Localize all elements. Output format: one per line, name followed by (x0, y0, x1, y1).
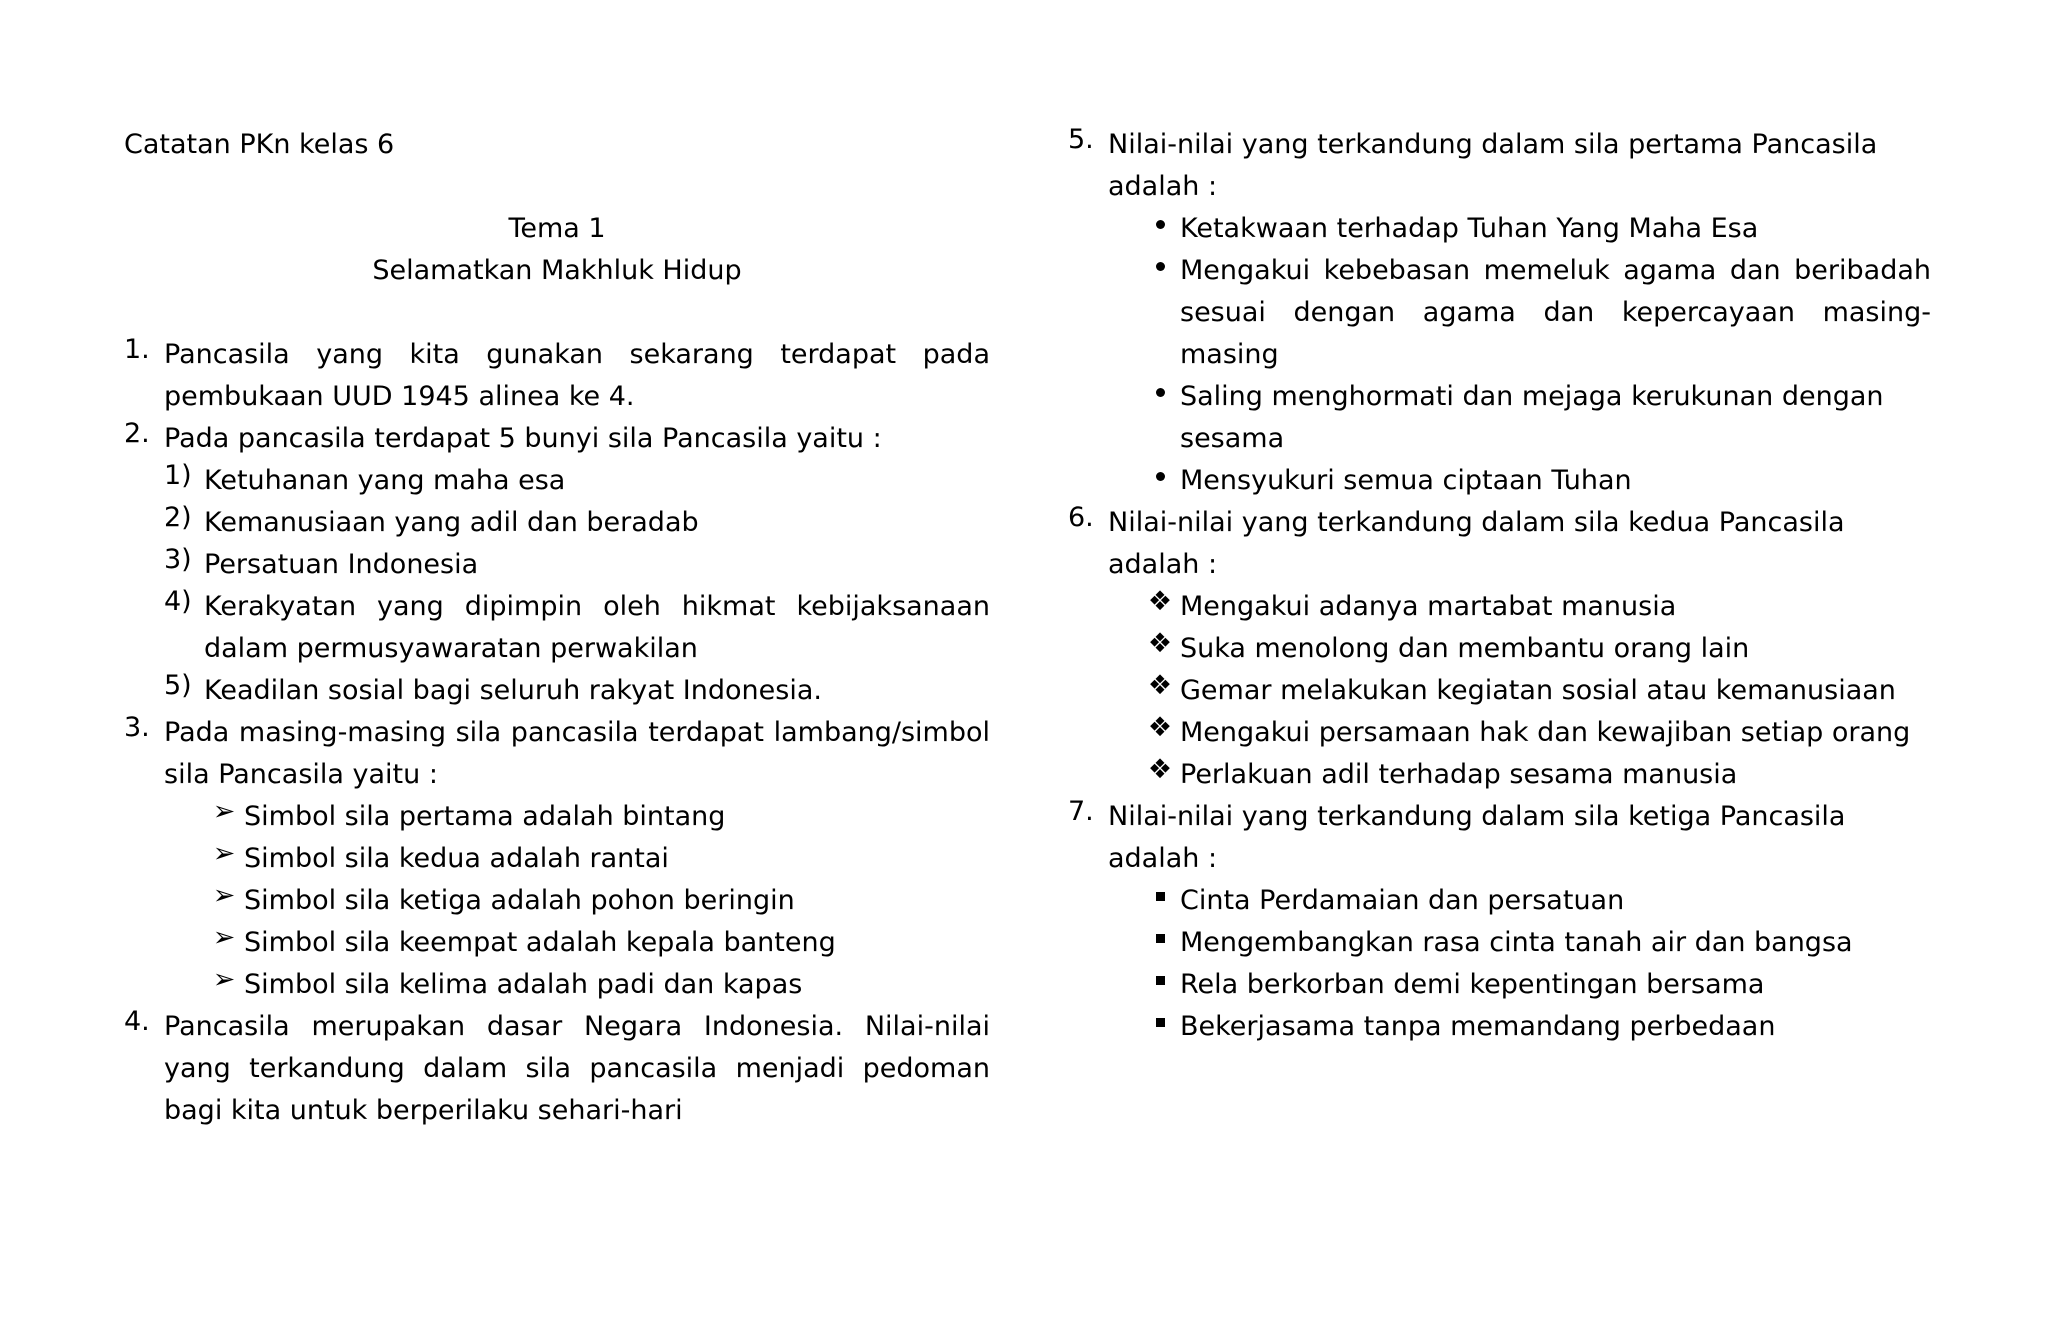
value-bullet-6-2 (1140, 628, 1931, 670)
dot-bullet-icon (1140, 250, 1180, 376)
bullet-text: Ketakwaan terhadap Tuhan Yang Maha Esa (1180, 213, 1759, 244)
square-bullet-icon (1140, 880, 1180, 922)
theme-title: Tema 1 (508, 213, 606, 244)
item-number: 5. (1068, 124, 1094, 155)
bullet-text: Saling menghormati dan mejaga kerukunan dengan sesama (1180, 381, 1884, 454)
item-text: Nilai-nilai yang terkandung dalam sila kedua Pancasila adalah : (1108, 507, 1845, 580)
bullet-text: Simbol sila kedua adalah rantai (244, 843, 669, 874)
list-item-5 (1068, 124, 1931, 208)
square-bullet-icon (1140, 1006, 1180, 1048)
list-item-1 (124, 334, 990, 418)
bullet-text: Perlakuan adil terhadap sesama manusia (1180, 759, 1738, 790)
symbol-bullet-1 (204, 796, 990, 838)
item-text: Pada pancasila terdapat 5 bunyi sila Pancasila yaitu : (164, 423, 882, 454)
sila-item-5 (164, 670, 990, 712)
arrow-bullet-icon: ➢ (212, 964, 236, 995)
value-bullet-6-3 (1140, 670, 1931, 712)
bullet-text: Cinta Perdamaian dan persatuan (1180, 885, 1625, 916)
value-bullet-6-4 (1140, 712, 1931, 754)
bullet-text: Simbol sila kelima adalah padi dan kapas (244, 969, 803, 1000)
list-item-4 (124, 1006, 990, 1132)
square-bullet-icon (1140, 964, 1180, 1006)
bullet-text: Mengembangkan rasa cinta tanah air dan bangsa (1180, 927, 1853, 958)
sila-item-1 (164, 460, 990, 502)
theme-subtitle: Selamatkan Makhluk Hidup (372, 255, 742, 286)
bullet-text: Bekerjasama tanpa memandang perbedaan (1180, 1011, 1776, 1042)
symbol-bullet-3 (204, 880, 990, 922)
dot-bullet-icon (1140, 208, 1180, 250)
arrow-bullet-icon: ➢ (212, 838, 236, 869)
item-number: 2. (124, 418, 150, 449)
spacer (124, 292, 990, 334)
bullet-text: Suka menolong dan membantu orang lain (1180, 633, 1750, 664)
item-number: 7. (1068, 796, 1094, 827)
sub-number: 1) (164, 460, 192, 491)
sub-number: 2) (164, 502, 192, 533)
item-number: 6. (1068, 502, 1094, 533)
value-bullet-7-2 (1140, 922, 1931, 964)
document-header: Catatan PKn kelas 6 (124, 129, 395, 160)
bullet-text: Mengakui adanya martabat manusia (1180, 591, 1677, 622)
list-item-2 (124, 418, 990, 460)
bullet-text: Simbol sila ketiga adalah pohon beringin (244, 885, 795, 916)
bullet-text: Rela berkorban demi kepentingan bersama (1180, 969, 1765, 1000)
symbol-bullet-4 (204, 922, 990, 964)
symbol-bullet-5 (204, 964, 990, 1006)
right-column (1068, 124, 1931, 1048)
arrow-bullet-icon: ➢ (212, 796, 236, 827)
value-bullet-5-1 (1140, 208, 1931, 250)
diamond-bullet-icon: ❖ (1147, 712, 1173, 743)
square-bullet-icon (1140, 922, 1180, 964)
list-item-3 (124, 712, 990, 796)
sub-text: Ketuhanan yang maha esa (204, 465, 566, 496)
bullet-text: Mengakui persamaan hak dan kewajiban setiap orang (1180, 717, 1911, 748)
arrow-bullet-icon: ➢ (212, 880, 236, 911)
symbol-bullet-2 (204, 838, 990, 880)
sub-text: Persatuan Indonesia (204, 549, 479, 580)
sila-item-2 (164, 502, 990, 544)
diamond-bullet-icon: ❖ (1147, 586, 1173, 617)
dot-bullet-icon (1140, 460, 1180, 502)
spacer (124, 166, 990, 208)
left-column (124, 124, 990, 1132)
sub-text: Kerakyatan yang dipimpin oleh hikmat kebijaksanaan dalam permusyawaratan perwakilan (204, 591, 990, 664)
list-item-7 (1068, 796, 1931, 880)
sub-text: Keadilan sosial bagi seluruh rakyat Indonesia. (204, 675, 822, 706)
item-text: Nilai-nilai yang terkandung dalam sila pertama Pancasila adalah : (1108, 129, 1878, 202)
item-text: Pancasila merupakan dasar Negara Indonesia. Nilai-nilai yang terkandung dalam sila pancasila menjadi pedoman bagi kita untuk berperilaku sehari-hari (164, 1011, 990, 1126)
sila-item-4 (164, 586, 990, 670)
sila-item-3 (164, 544, 990, 586)
sub-number: 5) (164, 670, 192, 701)
arrow-bullet-icon: ➢ (212, 922, 236, 953)
list-item-6 (1068, 502, 1931, 586)
item-text: Pada masing-masing sila pancasila terdapat lambang/simbol sila Pancasila yaitu : (164, 717, 990, 790)
value-bullet-7-3 (1140, 964, 1931, 1006)
item-text: Pancasila yang kita gunakan sekarang terdapat pada pembukaan UUD 1945 alinea ke 4. (164, 339, 990, 412)
value-bullet-7-4 (1140, 1006, 1931, 1048)
diamond-bullet-icon: ❖ (1147, 628, 1173, 659)
sub-number: 4) (164, 586, 192, 617)
bullet-text: Simbol sila keempat adalah kepala banteng (244, 927, 836, 958)
item-number: 3. (124, 712, 150, 743)
item-number: 4. (124, 1006, 150, 1037)
diamond-bullet-icon: ❖ (1147, 754, 1173, 785)
diamond-bullet-icon: ❖ (1147, 670, 1173, 701)
sub-number: 3) (164, 544, 192, 575)
bullet-text: Mensyukuri semua ciptaan Tuhan (1180, 465, 1632, 496)
value-bullet-6-1 (1140, 586, 1931, 628)
value-bullet-7-1 (1140, 880, 1931, 922)
item-number: 1. (124, 334, 150, 365)
bullet-text: Simbol sila pertama adalah bintang (244, 801, 726, 832)
dot-bullet-icon (1140, 376, 1180, 460)
sub-text: Kemanusiaan yang adil dan beradab (204, 507, 699, 538)
item-text: Nilai-nilai yang terkandung dalam sila ketiga Pancasila adalah : (1108, 801, 1846, 874)
bullet-text: Mengakui kebebasan memeluk agama dan beribadah sesuai dengan agama dan kepercayaan masing-masing (1180, 255, 1931, 370)
value-bullet-5-3 (1140, 376, 1931, 460)
bullet-text: Gemar melakukan kegiatan sosial atau kemanusiaan (1180, 675, 1896, 706)
value-bullet-5-2 (1140, 250, 1931, 376)
value-bullet-6-5 (1140, 754, 1931, 796)
value-bullet-5-4 (1140, 460, 1931, 502)
